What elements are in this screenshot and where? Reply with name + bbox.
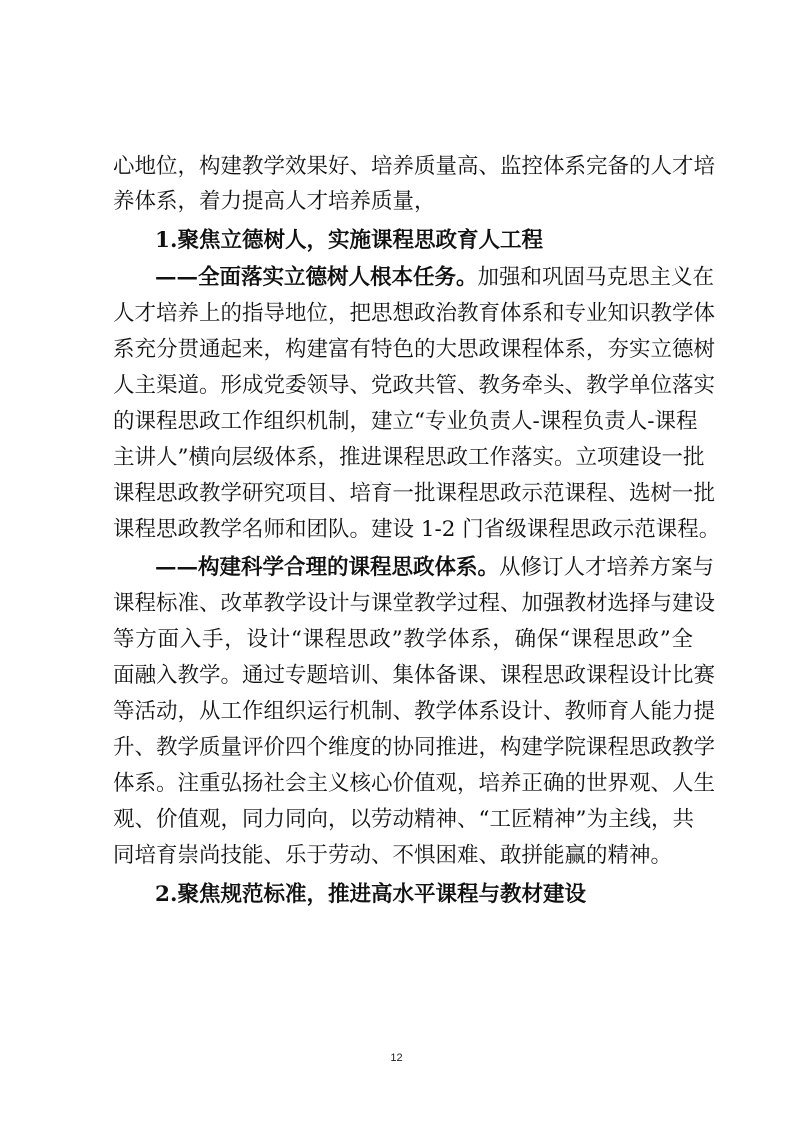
- body-text-line: 系充分贯通起来，构建富有特色的大思政课程体系，夯实立德树: [113, 337, 716, 362]
- section-heading: 2.聚焦规范标准，推进高水平课程与教材建设: [155, 882, 586, 907]
- body-text-line: 人才培养上的指导地位，把思想政治教育体系和专业知识教学体: [113, 301, 716, 326]
- body-text-line: 课程思政教学名师和团队。建设 1-2 门省级课程思政示范课程。: [113, 517, 721, 542]
- body-text-line: 心地位，构建教学效果好、培养质量高、监控体系完备的人才培: [113, 154, 716, 179]
- body-text-line: 面融入教学。通过专题培训、集体备课、课程思政课程设计比赛: [113, 663, 716, 688]
- section-heading: 1.聚焦立德树人，实施课程思政育人工程: [155, 228, 543, 253]
- body-text-line: 的课程思政工作组织机制，建立“专业负责人-课程负责人-课程: [113, 409, 698, 434]
- paragraph-lead: ——构建科学合理的课程思政体系。: [155, 555, 500, 580]
- body-text-line: 等活动，从工作组织运行机制、教学体系设计、教师育人能力提: [113, 699, 716, 724]
- paragraph-text: 加强和巩固马克思主义在: [477, 265, 715, 290]
- body-text-line: 课程标准、改革教学设计与课堂教学过程、加强教材选择与建设: [113, 591, 716, 616]
- body-text-line: 同培育崇尚技能、乐于劳动、不惧困难、敢拼能赢的精神。: [113, 843, 673, 868]
- body-text-line: 观、价值观，同力同向，以劳动精神、“工匠精神”为主线，共: [113, 807, 694, 832]
- body-text-line: 养体系，着力提高人才培养质量，: [113, 189, 436, 214]
- body-text-line: 体系。注重弘扬社会主义核心价值观，培养正确的世界观、人生: [113, 771, 716, 796]
- body-text-line: 升、教学质量评价四个维度的协同推进，构建学院课程思政教学: [113, 735, 716, 760]
- paragraph-first-line: [155, 262, 715, 294]
- body-text-line: 主讲人”横向层级体系，推进课程思政工作落实。立项建设一批: [113, 445, 705, 470]
- page-number: 12: [390, 1052, 403, 1064]
- body-text-line: 课程思政教学研究项目、培育一批课程思政示范课程、选树一批: [113, 481, 716, 506]
- paragraph-first-line: [155, 552, 715, 584]
- paragraph-lead: ——全面落实立德树人根本任务。: [155, 265, 478, 290]
- body-text-line: 人主渠道。形成党委领导、党政共管、教务牵头、教学单位落实: [113, 373, 716, 398]
- body-text-line: 等方面入手，设计“课程思政”教学体系，确保“课程思政”全: [113, 627, 693, 652]
- paragraph-text: 从修订人才培养方案与: [499, 555, 715, 580]
